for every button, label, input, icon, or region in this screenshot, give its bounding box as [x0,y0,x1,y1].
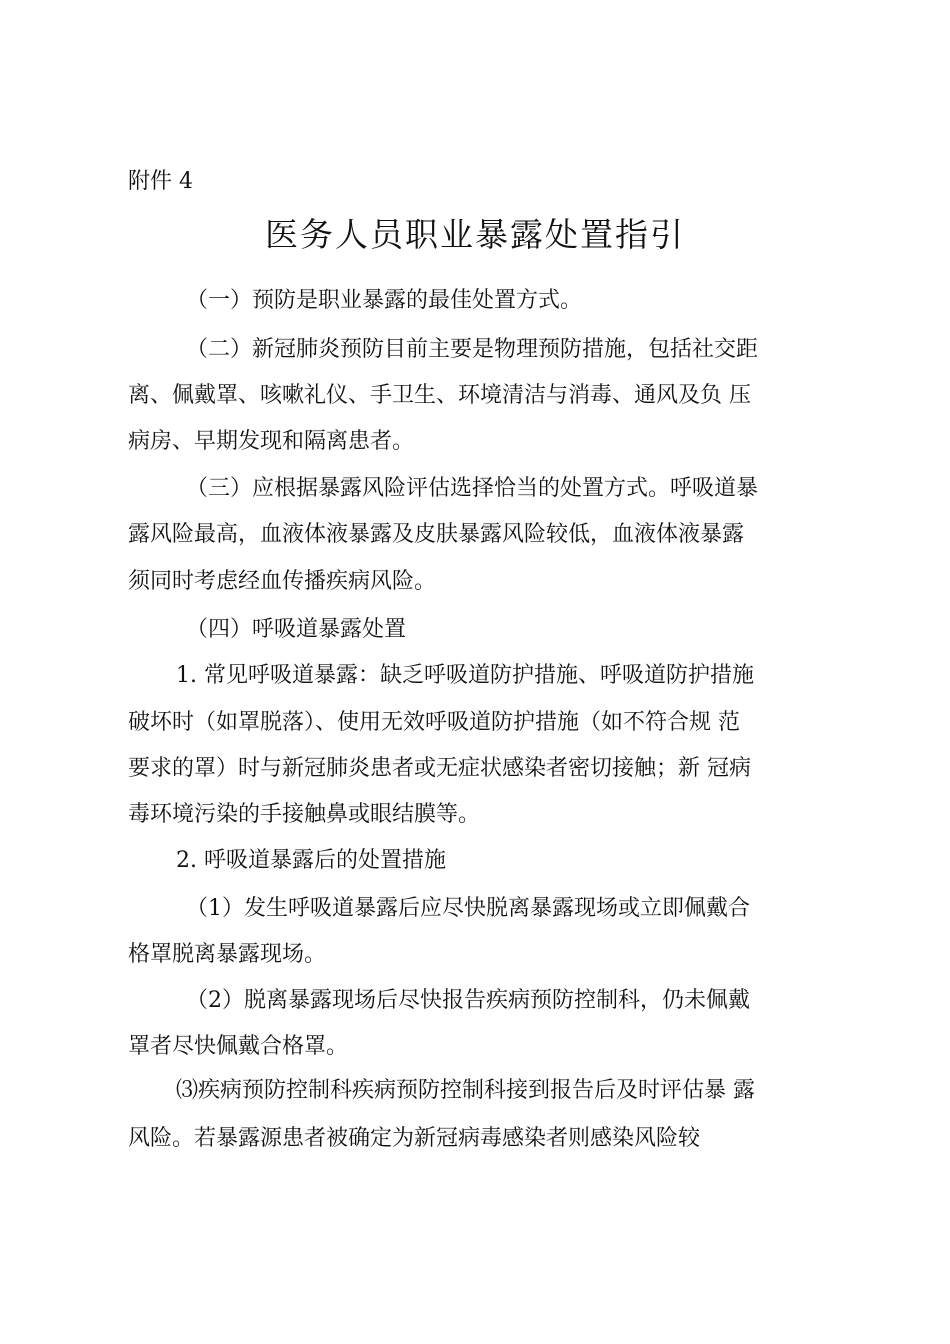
paragraph-line: 离、佩戴罩、咳嗽礼仪、手卫生、环境清洁与消毒、通风及负 压 [128,383,751,408]
paragraph-line: 2. 呼吸道暴露后的处置措施 [176,848,446,873]
paragraph-line: （三）应根据暴露风险评估选择恰当的处置方式。呼吸道暴 [186,476,759,501]
paragraph-line: 风险。若暴露源患者被确定为新冠病毒感染者则感染风险较 [128,1126,701,1151]
paragraph-line: 须同时考虑经血传播疾病风险。 [128,569,437,594]
document-title: 医务人员职业暴露处置指引 [265,215,685,254]
paragraph-line: 1. 常见呼吸道暴露：缺乏呼吸道防护措施、呼吸道防护措施 [176,663,754,688]
paragraph-line: 要求的罩）时与新冠肺炎患者或无症状感染者密切接触；新 冠病 [128,756,751,781]
paragraph-line: （二）新冠肺炎预防目前主要是物理预防措施，包括社交距 [186,337,759,362]
paragraph-line: ⑶疾病预防控制科疾病预防控制科接到报告后及时评估暴 露 [176,1078,755,1103]
paragraph-line: （一）预防是职业暴露的最佳处置方式。 [186,288,583,313]
paragraph-line: 破坏时（如罩脱落）、使用无效呼吸道防护措施（如不符合规 范 [128,710,740,735]
paragraph-line: 病房、早期发现和隔离患者。 [128,429,415,454]
paragraph-line: （1）发生呼吸道暴露后应尽快脱离暴露现场或立即佩戴合 [186,896,750,921]
paragraph-line: （2）脱离暴露现场后尽快报告疾病预防控制科，仍未佩戴 [186,988,750,1013]
paragraph-line: 格罩脱离暴露现场。 [128,942,327,967]
paragraph-line: 露风险最高，血液体液暴露及皮肤暴露风险较低，血液体液暴露 [128,522,745,547]
paragraph-line: 罩者尽快佩戴合格罩。 [128,1034,349,1059]
paragraph-line: （四）呼吸道暴露处置 [186,617,407,642]
attachment-label: 附件 4 [128,169,193,194]
paragraph-line: 毒环境污染的手接触鼻或眼结膜等。 [128,802,481,827]
